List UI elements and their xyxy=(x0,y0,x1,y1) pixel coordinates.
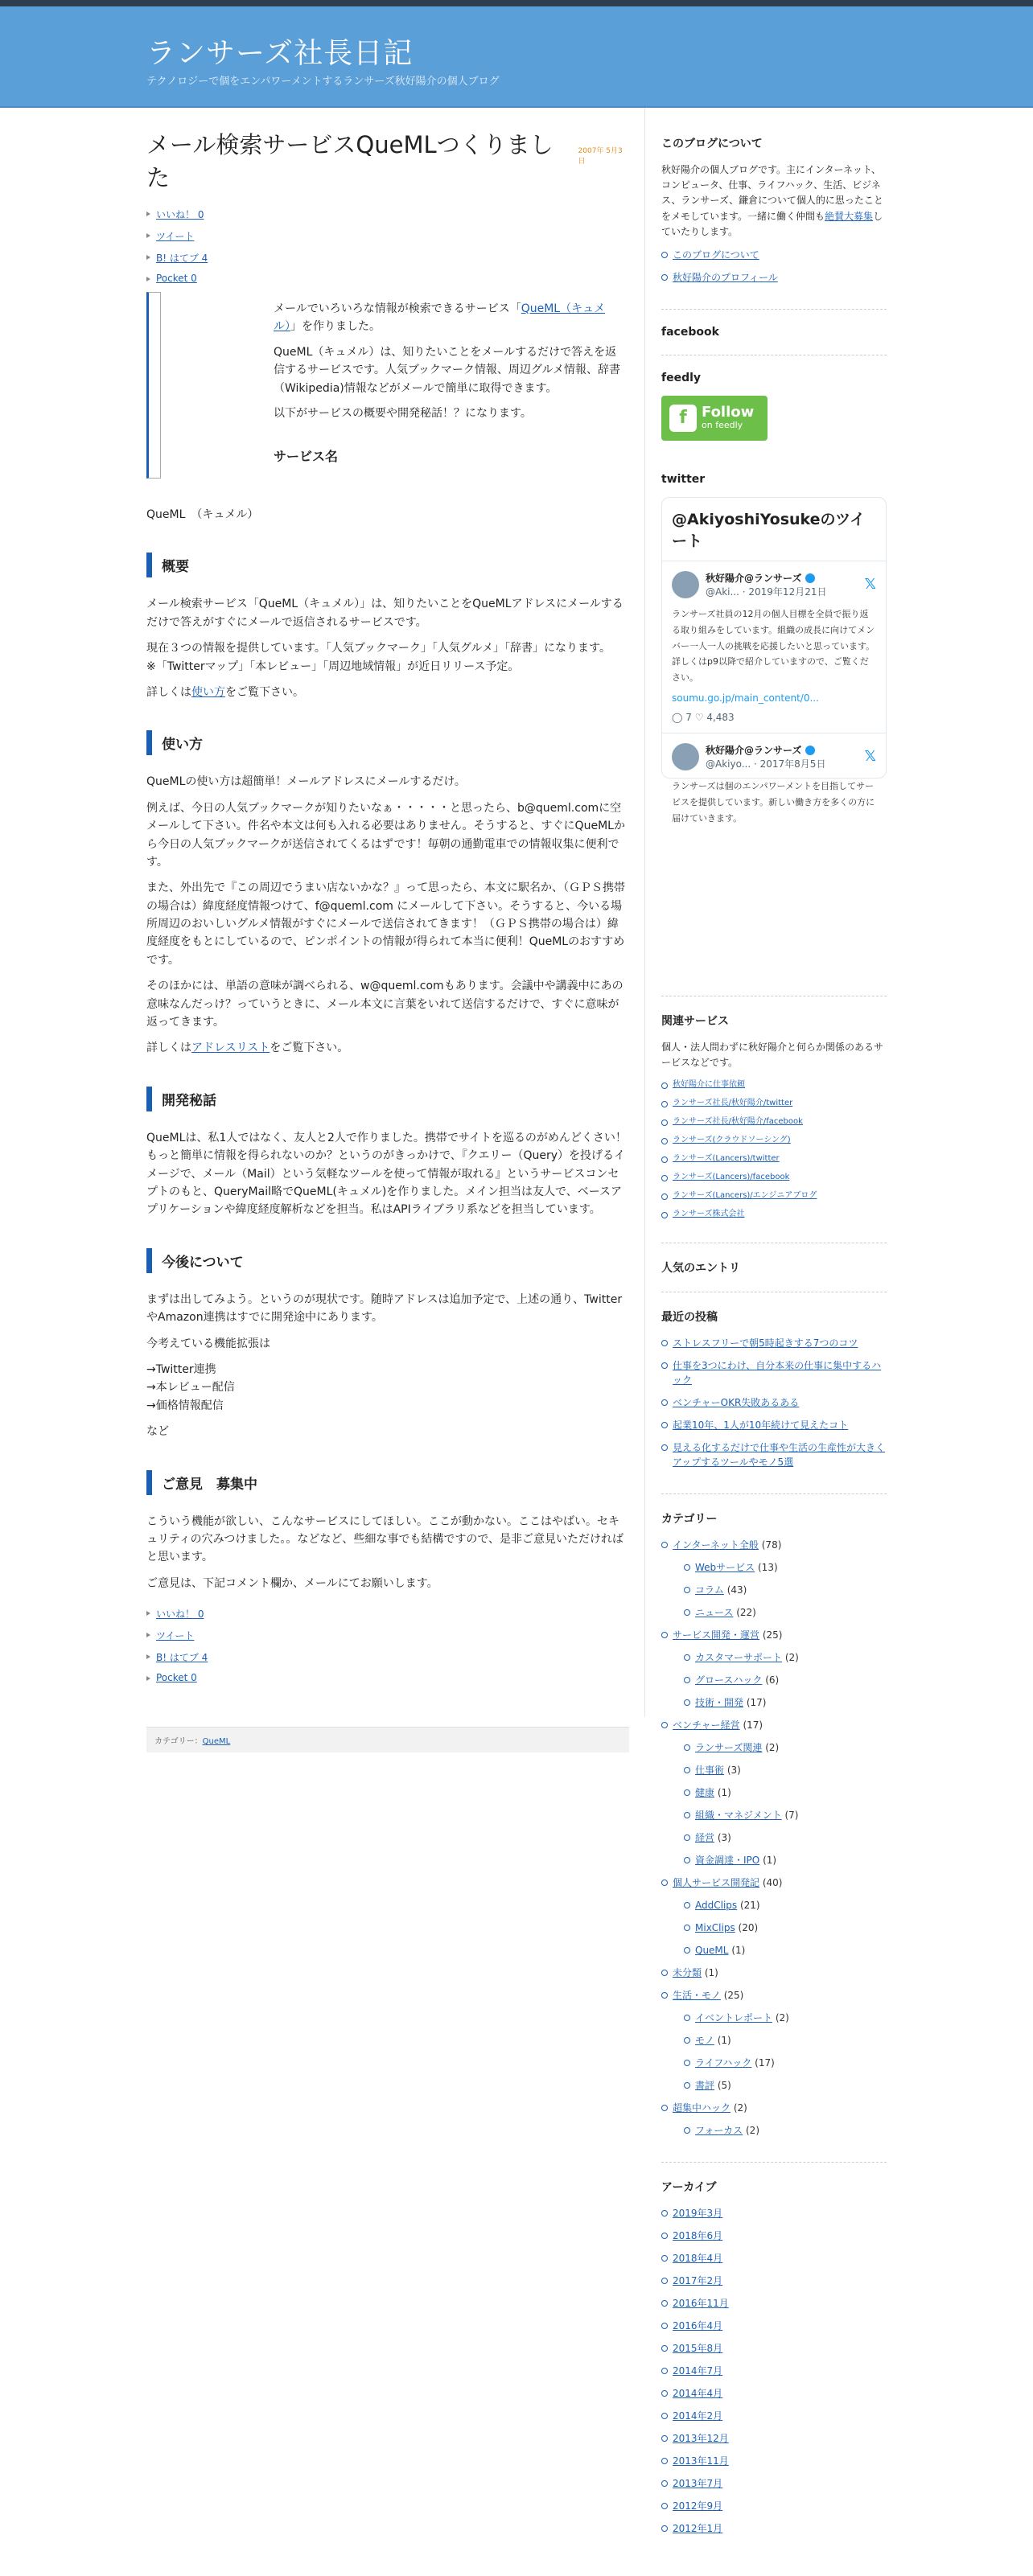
tweet-link[interactable]: ツイート xyxy=(156,1630,195,1642)
related-link[interactable]: ランサーズ社長/秋好陽介/twitter xyxy=(673,1099,793,1108)
category-count: (25) xyxy=(762,1629,783,1641)
widget-title: アーカイブ xyxy=(661,2181,717,2195)
intro-text-pre: メールでいろいろな情報が検索できるサービス「 xyxy=(274,302,521,315)
category-count: (43) xyxy=(726,1584,747,1596)
subcategory-link[interactable]: ランサーズ関連 xyxy=(695,1742,763,1754)
archive-link[interactable]: 2013年12月 xyxy=(673,2433,729,2445)
category-count: (1) xyxy=(717,2035,731,2047)
verified-icon xyxy=(805,746,815,755)
paragraph: QueMLの使い方は超簡単！メールアドレスにメールするだけ。 xyxy=(146,775,466,789)
category-link[interactable]: サービス開発・運営 xyxy=(673,1629,760,1641)
profile-link[interactable]: 秋好陽介のプロフィール xyxy=(673,271,778,283)
share-buttons-bottom xyxy=(146,1607,629,1683)
paragraph: また、外出先で『この周辺でうまい店ないかな？』って思ったら、本文に駅名か、（ＧＰＳ携帯の場合は）緯度経度情報つけて、f@queml.com にメールして下さい。そうすると、今いる場所周辺のおいしいグルメ情報がすぐにメールで送信されてきます！（ＧＰＳ携帯の場合は）緯度経度をもとにしているので、ピンポイントの情報が得られて本当に便利！QueMLのおすすめです。 xyxy=(146,881,625,967)
category-count: (2) xyxy=(784,1652,799,1664)
widget-title: このブログについて xyxy=(661,138,763,150)
archive-link[interactable]: 2013年7月 xyxy=(673,2478,723,2490)
about-blog-link[interactable]: このブログについて xyxy=(673,249,759,261)
feedly-icon: f xyxy=(669,405,697,432)
paragraph: 例えば、今日の人気ブックマークが知りたいなぁ・・・・・と思ったら、b@queml.comに空メールして下さい。件名や本文は何も入れる必要はありません。そうすると、すぐにQueMLから今日の人気ブックマークが送信されてくるはずです！毎朝の通勤電車での情報収集に便利です。 xyxy=(146,801,625,869)
subcategory-link[interactable]: フォーカス xyxy=(695,2125,743,2137)
subcategory-link[interactable]: コラム xyxy=(695,1584,724,1596)
recent-post-link[interactable]: ベンチャーOKR失敗あるある xyxy=(673,1397,800,1409)
archive-link[interactable]: 2015年8月 xyxy=(673,2343,723,2355)
tweet-link[interactable]: soumu.go.jp/main_content/0... xyxy=(672,692,819,704)
category-link[interactable]: 未分類 xyxy=(673,1967,702,1979)
category-link[interactable]: ベンチャー経営 xyxy=(673,1719,740,1732)
more-text: 詳しくは xyxy=(146,685,191,699)
related-link[interactable]: ランサーズ株式会社 xyxy=(673,1210,745,1219)
archive-link[interactable]: 2014年4月 xyxy=(673,2388,723,2400)
post-category-bar xyxy=(146,1727,629,1752)
category-link[interactable]: 生活・モノ xyxy=(673,1990,721,2002)
like-icon[interactable]: ♡ xyxy=(694,711,704,723)
widget-title: カテゴリー xyxy=(661,1513,718,1526)
tweet-handle: @Akiyo... xyxy=(706,758,751,770)
category-link[interactable]: インターネット全般 xyxy=(673,1539,759,1551)
site-tagline: テクノロジーで個をエンパワーメントするランサーズ秋好陽介の個人ブログ xyxy=(146,76,500,88)
intro-paragraph: QueML（キュメル）は、知りたいことをメールするだけで答えを返信するサービスです。人気ブックマーク情報、周辺グルメ情報、辞書（Wikipedia)情報などがメールで簡単に取得できます。 xyxy=(274,345,621,395)
archive-link[interactable]: 2014年2月 xyxy=(673,2410,723,2422)
archive-link[interactable]: 2018年4月 xyxy=(673,2253,723,2265)
more-text: 詳しくは xyxy=(146,1041,191,1055)
x-logo-icon[interactable]: 𝕏 xyxy=(864,748,876,766)
related-description: 個人・法人問わずに秋好陽介と何らか関係のあるサービスなどです。 xyxy=(661,1041,884,1069)
future-item: →Twitter連携 xyxy=(146,1362,216,1376)
paragraph: まずは出してみよう。というのが現状です。随時アドレスは追加予定で、上述の通り、TwitterやAmazon連携はすでに開発途中にあります。 xyxy=(146,1292,623,1325)
category-count: (2) xyxy=(733,2102,747,2114)
related-link[interactable]: ランサーズ(Lancers)/twitter xyxy=(673,1154,780,1164)
tweet-text: ランサーズは個のエンパワーメントを目指してサービスを提供しています。新しい働き方を多くの方に届けていきます。 xyxy=(672,780,875,824)
subcategory-link[interactable]: 健康 xyxy=(695,1787,715,1799)
widget-title: feedly xyxy=(661,371,702,384)
recent-post-link[interactable]: 起業10年、1人が10年続けて見えたコト xyxy=(673,1419,849,1432)
subcategory-link[interactable]: 書評 xyxy=(695,2080,715,2092)
avatar[interactable] xyxy=(672,743,699,770)
recent-posts-widget xyxy=(661,1309,887,1494)
category-count: (17) xyxy=(743,1719,763,1732)
tweet-link[interactable]: ツイート xyxy=(156,231,195,242)
more-text: をご覧下さい。 xyxy=(225,685,304,699)
category-count: (3) xyxy=(717,1832,731,1844)
facebook-like-link[interactable]: いいね！ 0 xyxy=(156,209,204,220)
verified-icon xyxy=(805,573,815,583)
more-text: をご覧下さい。 xyxy=(270,1041,349,1055)
twitter-timeline[interactable] xyxy=(661,497,887,824)
related-link[interactable]: 秋好陽介に仕事依頼 xyxy=(673,1080,745,1090)
subcategory-link[interactable]: 経営 xyxy=(695,1832,715,1844)
related-services-widget xyxy=(661,996,887,1243)
category-count: (2) xyxy=(765,1742,780,1754)
paragraph: QueMLは、私1人ではなく、友人と2人で作りました。携帯でサイトを巡るのがめんどくさい！もっと簡単に情報を得られないのか？というのがきっかけで、『クエリー（Query）を投げるイメージで、メール（Mail）という気軽なツールを使って情報が取れる』というサービスコンセプトのもと、QueryMail略でQueML(キュメル)を作りました。メイン担当は友人で、ベースアプリケーションや緯度経度解析などを担当。私はAPIライブラリ系などを担当しています。 xyxy=(146,1131,627,1217)
categories-widget xyxy=(661,1510,887,2163)
tweet-author: 秋好陽介@ランサーズ xyxy=(706,744,802,756)
category-count: (78) xyxy=(761,1539,782,1551)
category-count: (17) xyxy=(746,1697,767,1709)
tweet-time: · 2017年8月5日 xyxy=(754,758,826,770)
related-link[interactable]: ランサーズ(Lancers)/エンジニアブログ xyxy=(673,1191,817,1201)
intro-paragraph: 以下がサービスの概要や開発秘話！？になります。 xyxy=(274,406,532,420)
subcategory-link[interactable]: 資金調達・IPO xyxy=(695,1855,760,1867)
subcategory-link[interactable]: 技術・開発 xyxy=(695,1697,744,1709)
paragraph: 現在３つの情報を提供しています。「人気ブックマーク」「人気グルメ」「辞書」になります。 xyxy=(146,642,611,655)
archives-widget xyxy=(661,2179,887,2560)
category-count: (25) xyxy=(723,1990,744,2002)
feedly-follow-button[interactable] xyxy=(661,396,768,441)
related-link[interactable]: ランサーズ社長/秋好陽介/facebook xyxy=(673,1117,803,1127)
post-body xyxy=(146,506,629,1752)
facebook-like-link[interactable]: いいね！ 0 xyxy=(156,1608,204,1621)
column-divider xyxy=(644,108,645,1716)
feedly-on-label: on feedly xyxy=(702,420,743,431)
top-bar xyxy=(0,0,1033,6)
category-count: (20) xyxy=(738,1922,759,1934)
archive-link[interactable]: 2014年7月 xyxy=(673,2365,723,2377)
paragraph: など xyxy=(146,1425,169,1439)
share-buttons-top xyxy=(146,207,629,284)
heading-future: 今後について xyxy=(146,1248,629,1273)
sidebar xyxy=(661,108,887,2576)
category-count: (40) xyxy=(762,1877,783,1889)
queml-link[interactable]: QueML（キュメル） xyxy=(274,302,606,334)
subcategory-link[interactable]: ニュース xyxy=(695,1607,734,1619)
subcategory-link[interactable]: 仕事術 xyxy=(695,1765,725,1777)
heading-overview: 概要 xyxy=(146,553,629,577)
intro-text-post: 」を作りました。 xyxy=(290,320,381,334)
tweet-author: 秋好陽介@ランサーズ xyxy=(706,572,802,584)
timeline-header: @AkiyoshiYosukeのツイート xyxy=(662,498,886,561)
category-count: (21) xyxy=(739,1900,760,1912)
recruiting-link[interactable]: 絶賛大募集 xyxy=(825,210,874,222)
archive-link[interactable]: 2013年11月 xyxy=(673,2455,729,2467)
site-title[interactable]: ランサーズ社長日記 xyxy=(146,37,414,70)
reply-count: 7 xyxy=(685,711,692,723)
subcategory-link[interactable]: イベントレポート xyxy=(695,2012,773,2024)
category-count: (2) xyxy=(746,2125,759,2137)
paragraph: ご意見は、下記コメント欄か、メールにてお願いします。 xyxy=(146,1576,438,1590)
tweet-text: ランサーズ社員の12月の個人目標を全員で振り返る取り組みをしています。組織の成長に向けてメンバー一人一人の挑戦を応援したいと思っています。詳しくはp9以降で紹介していますので、ご覧ください。 xyxy=(672,608,875,684)
facebook-widget xyxy=(661,326,887,355)
archive-link[interactable]: 2017年2月 xyxy=(673,2275,723,2287)
paragraph: そのほかには、単語の意味が調べられる、w@queml.comもあります。会議中や講義中にあの意味なんだっけ？っていうときに、メール本文に言葉をいれて送信するだけで、すぐに意味が返ってきます。 xyxy=(146,980,624,1029)
address-list-link[interactable]: アドレスリスト xyxy=(191,1041,270,1055)
related-link[interactable]: ランサーズ(Lancers)/facebook xyxy=(673,1173,790,1182)
future-item: →本レビュー配信 xyxy=(146,1381,235,1395)
popular-widget xyxy=(661,1259,887,1292)
subcategory-link[interactable]: ライフハック xyxy=(695,2057,752,2069)
subcategory-link[interactable]: QueML xyxy=(695,1945,729,1957)
broken-image xyxy=(146,292,161,479)
subcategory-link[interactable]: 組織・マネジメント xyxy=(695,1810,782,1822)
widget-title: facebook xyxy=(661,325,719,339)
site-header xyxy=(0,6,1033,108)
recent-post-link[interactable]: 見える化するだけで仕事や生活の生産性が大きくアップするツールやモノ5選 xyxy=(673,1442,886,1469)
widget-title: 関連サービス xyxy=(661,1014,729,1028)
category-count: (13) xyxy=(758,1562,778,1574)
post-date: 2007年 5月3日 xyxy=(578,147,623,166)
archive-link[interactable]: 2019年3月 xyxy=(673,2208,723,2220)
archive-link[interactable]: 2016年11月 xyxy=(673,2298,729,2310)
category-count: (1) xyxy=(763,1855,777,1867)
tweet[interactable] xyxy=(662,733,886,836)
category-count: (2) xyxy=(775,2012,789,2024)
about-text: 秋好陽介の個人ブログです。主にインターネット、コンピュータ、仕事、ライフハック、生活、ビジネス、ランサーズ、鎌倉について個人的に思ったことをメモしています。一緒に働く仲間も xyxy=(661,164,883,222)
archive-link[interactable]: 2012年9月 xyxy=(673,2500,723,2512)
archive-link[interactable]: 2012年1月 xyxy=(673,2523,723,2535)
category-link[interactable]: 超集中ハック xyxy=(673,2102,731,2114)
tweet-handle: @Aki... xyxy=(706,585,739,598)
tweet[interactable] xyxy=(662,561,886,733)
category-link[interactable]: 個人サービス開発記 xyxy=(673,1877,760,1889)
paragraph: 今考えている機能拡張は xyxy=(146,1337,270,1350)
archive-link[interactable]: 2016年4月 xyxy=(673,2320,723,2332)
category-count: (1) xyxy=(717,1787,731,1799)
related-link[interactable]: ランサーズ(クラウドソーシング) xyxy=(673,1136,791,1145)
category-count: (6) xyxy=(765,1674,780,1687)
like-count: 4,483 xyxy=(706,711,735,723)
avatar[interactable] xyxy=(672,571,699,598)
x-logo-icon[interactable]: 𝕏 xyxy=(864,576,876,594)
paragraph: こういう機能が欲しい、こんなサービスにしてほしい。ここが動かない。ここはやばい。セキュリティの穴みつけました。。などなど、些細な事でも結構ですので、是非ご意見いただければと思います。 xyxy=(146,1514,624,1564)
heading-usage: 使い方 xyxy=(146,730,629,755)
widget-title: 人気のエントリ xyxy=(661,1262,740,1276)
subcategory-link[interactable]: カスタマーサポート xyxy=(695,1652,783,1664)
recent-post-link[interactable]: 仕事を3つにわけ、自分本来の仕事に集中するハック xyxy=(673,1360,882,1387)
paragraph: メール検索サービス「QueML（キュメル）」は、知りたいことをQueMLアドレスにメールするだけで答えがすぐにメールで返信されるサービスです。 xyxy=(146,598,624,629)
subcategory-link[interactable]: Webサービス xyxy=(695,1562,755,1574)
category-count: (22) xyxy=(736,1607,756,1619)
main-content xyxy=(146,108,629,1752)
widget-title: twitter xyxy=(661,472,706,486)
heading-dev-story: 開発秘話 xyxy=(146,1087,629,1111)
hatena-bookmark-link[interactable]: B! はてブ 4 xyxy=(156,253,208,264)
twitter-widget xyxy=(661,473,887,980)
recent-post-link[interactable]: ストレスフリーで朝5時起きする7つのコツ xyxy=(673,1337,858,1350)
widget-title: 最近の投稿 xyxy=(661,1311,718,1325)
category-count: (1) xyxy=(704,1967,718,1979)
category-count: (1) xyxy=(731,1945,746,1957)
about-widget xyxy=(661,135,887,310)
feedly-widget xyxy=(661,372,887,457)
category-label: カテゴリー： xyxy=(154,1737,203,1747)
about-text: していたりします。 xyxy=(661,210,883,237)
post-title: メール検索サービスQueMLつくりました xyxy=(146,131,554,191)
subcategory-link[interactable]: AddClips xyxy=(695,1900,738,1912)
category-link[interactable]: QueML xyxy=(202,1737,231,1747)
heading-service-name: サービス名 xyxy=(274,449,339,465)
category-count: (3) xyxy=(726,1765,741,1777)
category-count: (17) xyxy=(755,2057,775,2069)
service-name: QueML （キュメル） xyxy=(146,508,259,521)
category-count: (5) xyxy=(717,2080,731,2092)
reply-icon[interactable]: ◯ xyxy=(672,711,683,723)
tweet-time: · 2019年12月21日 xyxy=(742,585,827,598)
feedly-follow-label: Follow xyxy=(702,404,755,421)
hatena-bookmark-link[interactable]: B! はてブ 4 xyxy=(156,1652,208,1664)
paragraph: ※「Twitterマップ」「本レビュー」「周辺地域情報」が近日リリース予定。 xyxy=(146,659,520,673)
future-item: →価格情報配信 xyxy=(146,1399,224,1412)
subcategory-link[interactable]: MixClips xyxy=(695,1922,735,1934)
usage-link[interactable]: 使い方 xyxy=(191,685,225,699)
pocket-link[interactable]: Pocket 0 xyxy=(156,273,197,284)
heading-opinion: ご意見 募集中 xyxy=(146,1470,629,1495)
pocket-link[interactable]: Pocket 0 xyxy=(156,1672,197,1684)
subcategory-link[interactable]: グロースハック xyxy=(695,1674,763,1687)
category-count: (7) xyxy=(784,1810,799,1822)
archive-link[interactable]: 2018年6月 xyxy=(673,2230,723,2242)
subcategory-link[interactable]: モノ xyxy=(695,2035,714,2047)
